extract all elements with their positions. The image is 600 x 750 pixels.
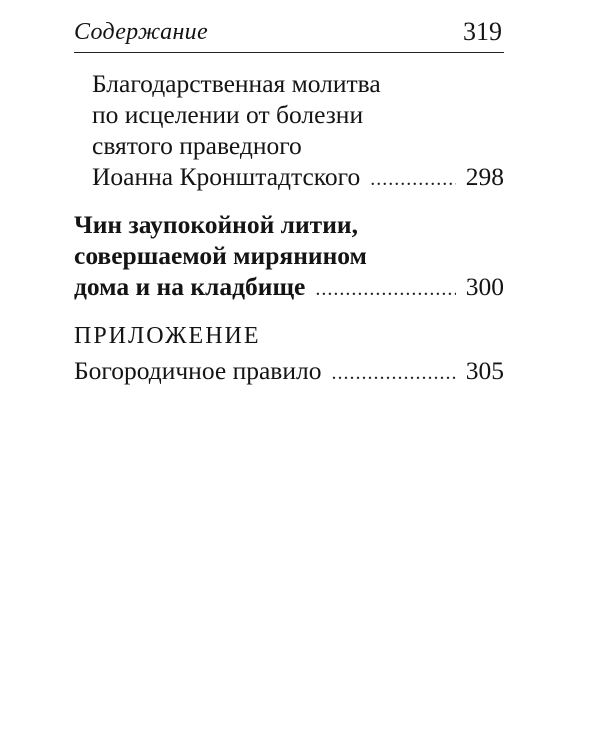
running-head-title: Содержание: [74, 19, 208, 45]
toc-entry-line: Богородичное правило: [74, 356, 322, 385]
toc-entry-line: Иоанна Кронштадтского: [92, 162, 361, 191]
toc-entry-page: 305: [465, 356, 504, 385]
toc-entry-page: 300: [465, 272, 504, 301]
toc-entry-line: совершаемой мирянином: [74, 241, 367, 270]
toc-entry-last-line: [74, 271, 504, 305]
running-head: [74, 16, 504, 53]
table-of-contents: [74, 68, 504, 389]
section-heading-appendix: ПРИЛОЖЕНИЕ: [74, 323, 261, 349]
dot-leader: [370, 164, 456, 195]
toc-entry-theotokos-rule: [74, 355, 504, 389]
toc-entry-line: по исцелении от болезни: [92, 100, 364, 129]
dot-leader: [315, 274, 455, 305]
toc-entry-last-line: [74, 355, 504, 389]
toc-entry-line: дома и на кладбище: [74, 272, 306, 301]
page-number: 319: [463, 17, 502, 46]
toc-entry-line: Чин заупокойной литии,: [74, 210, 358, 239]
dot-leader: [331, 358, 455, 389]
toc-entry-last-line: [92, 161, 504, 195]
toc-entry-thanksgiving-prayer: [74, 68, 504, 195]
toc-entry-page: 298: [465, 162, 504, 191]
toc-entry-line: святого праведного: [92, 131, 302, 160]
toc-entry-line: Благодарственная молитва: [92, 69, 381, 98]
toc-entry-litiya: [74, 209, 504, 305]
